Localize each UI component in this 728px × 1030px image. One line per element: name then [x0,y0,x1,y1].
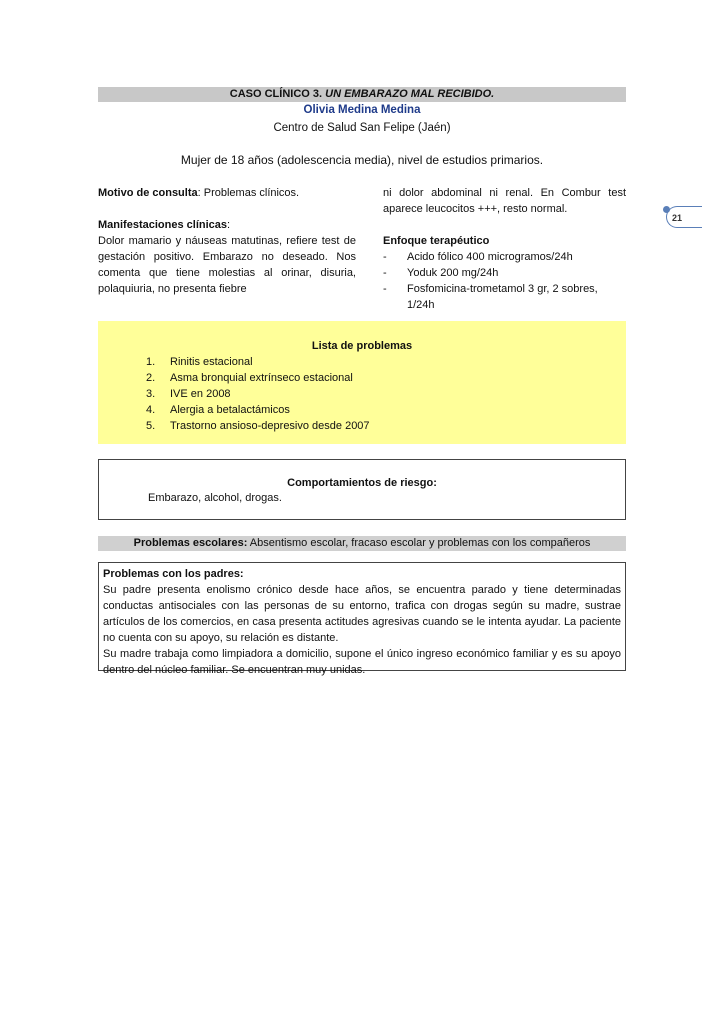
risk-behaviors-box [98,459,626,520]
parents-label: Problemas con los padres: [103,568,244,580]
problem-list-title: Lista de problemas [311,340,413,352]
case-title-bar [98,87,626,102]
left-column [98,185,356,297]
manifestations-heading: Manifestaciones clínicas: [98,219,231,231]
list-item: 1. Rinitis estacional [146,356,253,368]
school-label: Problemas escolares: [133,537,248,549]
consult-label: Motivo de consulta [98,187,198,199]
therapy-item: - Yoduk 200 mg/24h [383,267,499,279]
manifestations-label: Manifestaciones clínicas [98,219,227,231]
school-problems-bar [98,536,626,551]
consult-value: : Problemas clínicos. [197,187,300,199]
therapy-item: - Fosfomicina-trometamol 3 gr, 2 sobres, 1/24h [383,283,598,311]
list-item: 3. IVE en 2008 [146,388,231,400]
case-title: UN EMBARAZO MAL RECIBIDO. [325,88,495,100]
problem-list-box [98,321,626,444]
risk-text: Embarazo, alcohol, drogas. [148,492,282,504]
author-name: Olivia Medina Medina [303,104,421,116]
list-item: 2. Asma bronquial extrínseco estacional [146,372,353,384]
therapy-label: Enfoque terapéutico [383,235,490,247]
parents-problems-box [98,562,626,676]
therapy-item: - Acido fólico 400 microgramos/24h [383,251,573,263]
page-number-tab: 21 [666,206,702,228]
list-item: 5. Trastorno ansioso-depresivo desde 2007 [146,420,370,432]
manifestations-text: Dolor mamario y náuseas matutinas, refiere test de gestación positivo. Embarazo no deseado. Nos comenta que tiene molestias al orinar, disuria, polaquiuria, no presenta fiebre [98,235,356,295]
health-center: Centro de Salud San Felipe (Jaén) [273,122,451,134]
list-item: 4. Alergia a betalactámicos [146,404,290,416]
father-text: Su padre presenta enolismo crónico desde hace años, se encuentra parado y tiene determinadas conductas antisociales con las personas de su entorno, trafica con drogas según su madre, sustrae artículos de los comercios, en casa presenta actitudes agresivas cuando se le intenta ayudar. La paciente no cuenta con su apoyo, su relación es distante. [103,584,621,644]
risk-title: Comportamientos de riesgo: [287,477,437,489]
manifestations-text-continued: ni dolor abdominal ni renal. En Combur test aparece leucocitos +++, resto normal. [383,187,626,215]
consult-reason [98,185,356,201]
mother-text: Su madre trabaja como limpiadora a domicilio, supone el único ingreso económico familiar y es su apoyo dentro del núcleo familiar. Se encuentran muy unidas. [103,648,621,676]
case-label: CASO CLÍNICO 3. [229,88,323,100]
right-column [383,185,626,313]
school-text: Absentismo escolar, fracaso escolar y problemas con los compañeros [247,537,591,549]
problem-list [146,354,370,434]
patient-summary: Mujer de 18 años (adolescencia media), nivel de estudios primarios. [180,153,544,167]
